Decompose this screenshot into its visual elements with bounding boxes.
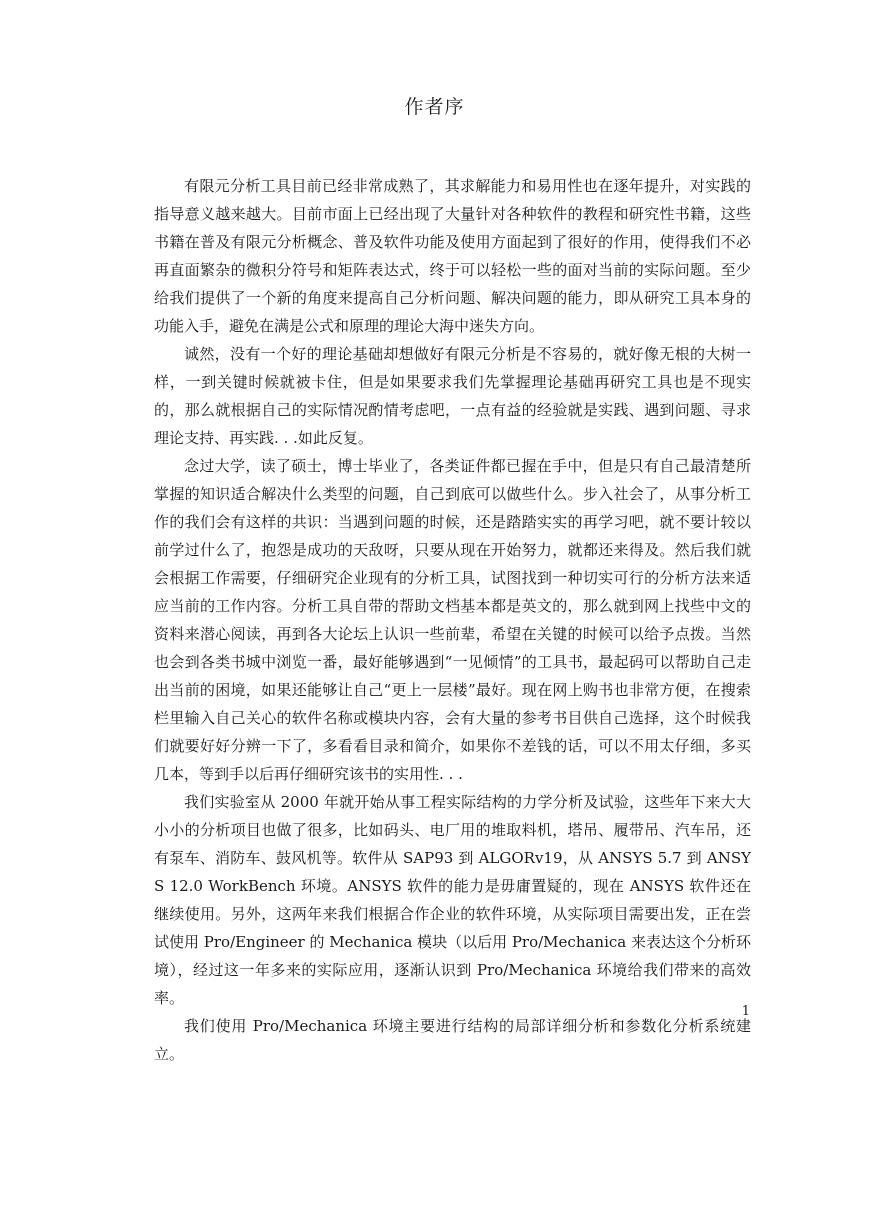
paragraph-2: 诚然，没有一个好的理论基础却想做好有限元分析是不容易的，就好像无根的大树一样，一到关键时候就被卡住，但是如果要求我们先掌握理论基础再研究工具也是不现实的，那么就根据自己的实际情况酌情考虑吧，一点有益的经验就是实践、遇到问题、寻求理论支持、再实践. . .如此反复。 <box>154 345 751 447</box>
paragraph-4: 我们实验室从 2000 年就开始从事工程实际结构的力学分析及试验，这些年下来大大小小的分析项目也做了很多，比如码头、电厂用的堆取料机，塔吊、履带吊、汽车吊，还有泵车、消防车、鼓风机等。软件从 SAP93 到 ALGORv19，从 ANSYS 5.7 到 ANSYS 12.0 WorkBench 环境。ANSYS 软件的能力是毋庸置疑的，现在 ANSYS 软件还在继续使用。另外，这两年来我们根据合作企业的软件环境，从实际项目需要出发，正在尝试使用 Pro/Engineer 的 Mechanica 模块（以后用 Pro/Mechanica 来表达这个分析环境），经过这一年多来的实际应用，逐渐认识到 Pro/Mechanica 环境给我们带来的高效率。 <box>154 793 751 1007</box>
paragraph-1: 有限元分析工具目前已经非常成熟了，其求解能力和易用性也在逐年提升，对实践的指导意义越来越大。目前市面上已经出现了大量针对各种软件的教程和研究性书籍，这些书籍在普及有限元分析概念、普及软件功能及使用方面起到了很好的作用，使得我们不必再直面繁杂的微积分符号和矩阵表达式，终于可以轻松一些的面对当前的实际问题。至少给我们提供了一个新的角度来提高自己分析问题、解决问题的能力，即从研究工具本身的功能入手，避免在满是公式和原理的理论大海中迷失方向。 <box>154 177 751 335</box>
paragraph-5: 我们使用 Pro/Mechanica 环境主要进行结构的局部详细分析和参数化分析系统建立。 <box>154 1017 751 1063</box>
paragraph-3: 念过大学，读了硕士，博士毕业了，各类证件都已握在手中，但是只有自己最清楚所掌握的知识适合解决什么类型的问题，自己到底可以做些什么。步入社会了，从事分析工作的我们会有这样的共识：当遇到问题的时候，还是踏踏实实的再学习吧，就不要计较以前学过什么了，抱怨是成功的天敌呀，只要从现在开始努力，就都还来得及。然后我们就会根据工作需要，仔细研究企业现有的分析工具，试图找到一种切实可行的分析方法来适应当前的工作内容。分析工具自带的帮助文档基本都是英文的，那么就到网上找些中文的资料来潜心阅读，再到各大论坛上认识一些前辈，希望在关键的时候可以给予点拨。当然也会到各类书城中浏览一番，最好能够遇到“一见倾情”的工具书，最起码可以帮助自己走出当前的困境，如果还能够让自己“更上一层楼”最好。现在网上购书也非常方便，在搜索栏里输入自己关心的软件名称或模块内容，会有大量的参考书目供自己选择，这个时候我们就要好好分辨一下了，多看看目录和简介，如果你不差钱的话，可以不用太仔细，多买几本，等到手以后再仔细研究该书的实用性. . . <box>154 457 751 783</box>
page-number: 1 <box>741 1004 750 1019</box>
body-text <box>154 172 751 1068</box>
page-title: 作者序 <box>404 96 465 118</box>
